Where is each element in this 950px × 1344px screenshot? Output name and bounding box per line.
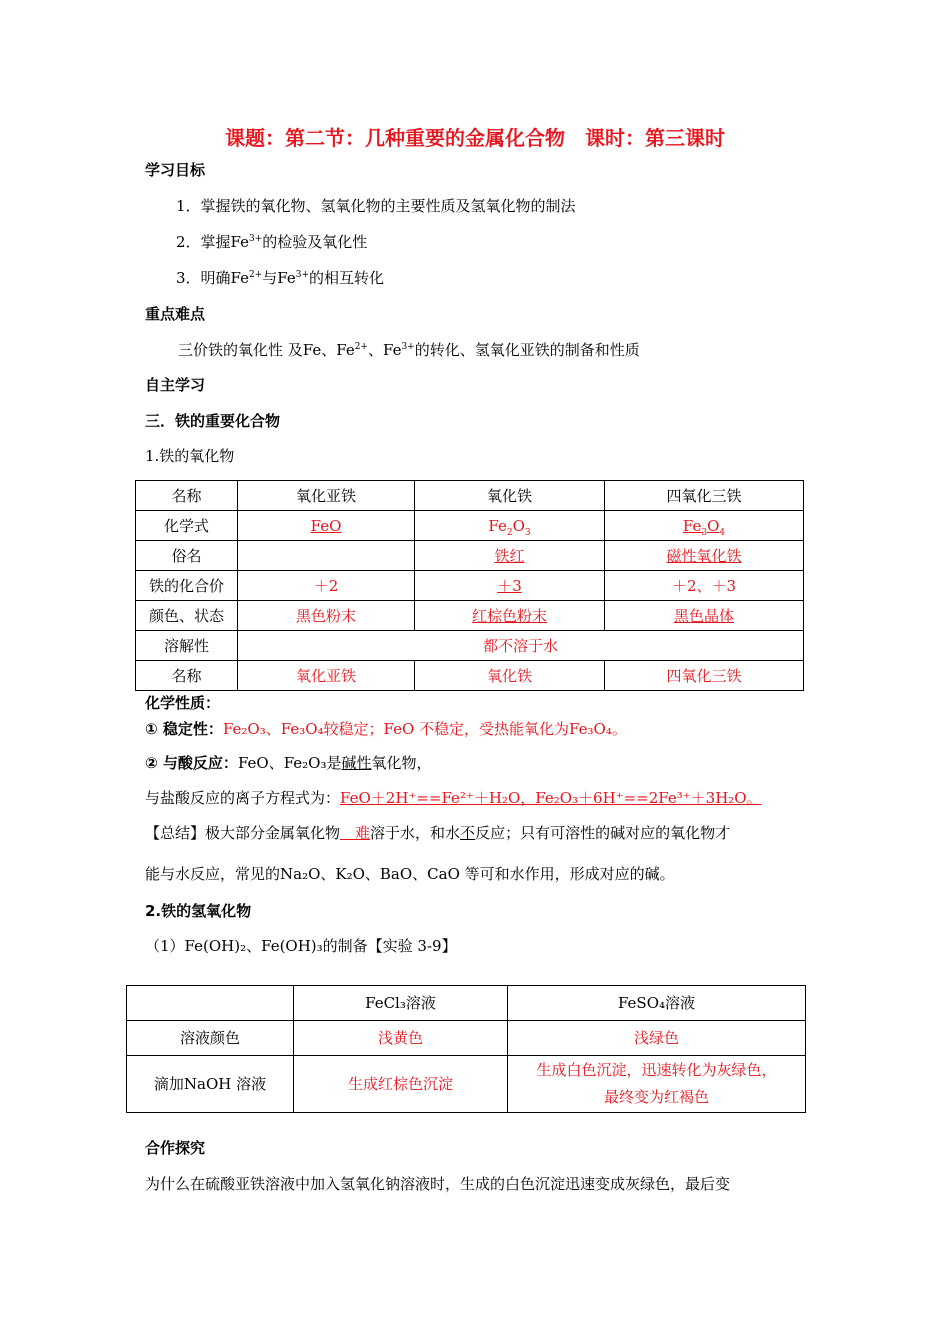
superscript: 3+ bbox=[249, 234, 263, 244]
stability-label: ① 稳定性： bbox=[145, 720, 223, 738]
preparation-line: （1）Fe(OH)₂、Fe(OH)₃的制备【实验 3-9】 bbox=[145, 937, 457, 955]
summary-line-2: 能与水反应，常见的Na₂O、K₂O、BaO、CaO 等可和水作用，形成对应的碱。 bbox=[145, 865, 675, 883]
cell-line: 生成白色沉淀，迅速转化为灰绿色， bbox=[536, 1061, 777, 1079]
table-cell: 氧化亚铁 bbox=[238, 661, 415, 691]
table-cell: 俗名 bbox=[136, 541, 238, 571]
table-cell: 氧化亚铁 bbox=[238, 481, 415, 511]
goal-num: 1． bbox=[176, 197, 201, 215]
goal-text: 与Fe bbox=[262, 269, 296, 287]
acid-reaction-line bbox=[145, 753, 432, 773]
superscript: 3+ bbox=[295, 270, 310, 280]
chem-properties-heading: 化学性质： bbox=[145, 694, 221, 712]
table-cell: 滴加NaOH 溶液 bbox=[127, 1056, 294, 1113]
summary-text: 【总结】极大部分金属氧化物 bbox=[145, 824, 341, 842]
cell-text: ＋3 bbox=[497, 576, 522, 595]
cell-text: 红棕色粉末 bbox=[471, 606, 547, 625]
cooperative-text: 为什么在硫酸亚铁溶液中加入氢氧化钠溶液时，生成的白色沉淀迅速变成灰绿色，最后变 bbox=[145, 1175, 731, 1193]
summary-underlined: 不 bbox=[460, 824, 476, 842]
table-cell: 浅绿色 bbox=[508, 1021, 806, 1056]
table-row bbox=[136, 631, 804, 661]
table-cell bbox=[508, 1056, 806, 1113]
subscript: 3 bbox=[524, 527, 531, 538]
goal-item-3 bbox=[176, 268, 384, 288]
table-cell: 溶液颜色 bbox=[127, 1021, 294, 1056]
table-cell: FeCl₃溶液 bbox=[294, 986, 508, 1021]
goal-item-1 bbox=[176, 196, 576, 216]
acid-label: ② 与酸反应： bbox=[145, 754, 238, 772]
table-cell: 名称 bbox=[136, 481, 238, 511]
cell-text: 黑色晶体 bbox=[673, 606, 734, 625]
table-cell bbox=[605, 541, 804, 571]
formula-feo: FeO bbox=[310, 516, 342, 535]
summary-line-1 bbox=[145, 823, 730, 843]
page-title: 课题：第二节：几种重要的金属化合物 课时：第三课时 bbox=[225, 126, 725, 150]
key-heading: 重点难点 bbox=[145, 305, 206, 323]
key-text-part: 、Fe bbox=[367, 341, 402, 359]
table-cell bbox=[127, 986, 294, 1021]
goal-text: 的检验及氧化性 bbox=[262, 233, 368, 251]
subscript: 2 bbox=[506, 527, 513, 538]
goal-item-2 bbox=[176, 232, 367, 252]
table-cell: 生成红棕色沉淀 bbox=[294, 1056, 508, 1113]
table-cell: 氧化铁 bbox=[415, 481, 605, 511]
table-cell: 化学式 bbox=[136, 511, 238, 541]
table-cell: 溶解性 bbox=[136, 631, 238, 661]
acid-underlined: 碱性 bbox=[341, 754, 372, 772]
table-row bbox=[136, 601, 804, 631]
ionic-equation-line bbox=[145, 788, 762, 808]
iron-oxides-table bbox=[135, 480, 804, 691]
goal-text: 掌握铁的氧化物、氢氧化物的主要性质及氢氧化物的制法 bbox=[200, 197, 576, 215]
table-row bbox=[136, 541, 804, 571]
formula-part: O bbox=[512, 516, 525, 535]
formula-part: Fe bbox=[682, 516, 702, 535]
goal-num: 2． bbox=[176, 233, 201, 251]
hydroxides-subheading: 2.铁的氢氧化物 bbox=[145, 902, 252, 920]
oxides-subheading: 1.铁的氧化物 bbox=[145, 447, 235, 465]
formula-part: O bbox=[707, 516, 720, 535]
section-3-heading: 三．铁的重要化合物 bbox=[145, 412, 281, 430]
table-cell: 都不溶于水 bbox=[238, 631, 804, 661]
table-cell: ＋2 bbox=[238, 571, 415, 601]
table-cell: 颜色、状态 bbox=[136, 601, 238, 631]
key-text-part: 的转化、氢氧化亚铁的制备和性质 bbox=[414, 341, 640, 359]
goal-num: 3． bbox=[176, 269, 201, 287]
goal-text: 掌握Fe bbox=[200, 233, 250, 251]
table-row bbox=[136, 511, 804, 541]
table-cell bbox=[605, 601, 804, 631]
goal-text: 明确Fe bbox=[200, 269, 250, 287]
cooperative-heading: 合作探究 bbox=[145, 1139, 206, 1157]
goal-text: 的相互转化 bbox=[309, 269, 385, 287]
table-cell bbox=[605, 511, 804, 541]
superscript: 2+ bbox=[249, 270, 263, 280]
summary-text: 反应；只有可溶性的碱对应的氧化物才 bbox=[475, 824, 731, 842]
key-text bbox=[178, 340, 640, 360]
superscript: 3+ bbox=[401, 342, 415, 352]
hydroxide-experiment-table bbox=[126, 985, 806, 1113]
formula-fe3o4 bbox=[682, 516, 726, 538]
summary-blank: 难 bbox=[340, 824, 371, 842]
table-row bbox=[136, 571, 804, 601]
acid-text: 氧化物， bbox=[371, 754, 432, 772]
cell-line: 最终变为红褐色 bbox=[603, 1088, 709, 1106]
cell-text: 铁红 bbox=[494, 546, 525, 565]
table-cell: 浅黄色 bbox=[294, 1021, 508, 1056]
table-row bbox=[136, 481, 804, 511]
ionic-equation: FeO＋2H⁺==Fe²⁺＋H₂O，Fe₂O₃＋6H⁺==2Fe³⁺＋3H₂O。 bbox=[340, 789, 762, 807]
stability-text: Fe₂O₃、Fe₃O₄较稳定；FeO 不稳定，受热能氧化为Fe₃O₄。 bbox=[222, 720, 627, 738]
table-row bbox=[136, 661, 804, 691]
table-row bbox=[127, 1021, 806, 1056]
self-study-heading: 自主学习 bbox=[145, 376, 206, 394]
stability-line bbox=[145, 719, 627, 739]
table-cell bbox=[238, 541, 415, 571]
ionic-prefix: 与盐酸反应的离子方程式为： bbox=[145, 789, 341, 807]
summary-text: 溶于水，和水 bbox=[370, 824, 461, 842]
table-cell: 铁的化合价 bbox=[136, 571, 238, 601]
subscript: 4 bbox=[719, 527, 726, 538]
table-cell: 名称 bbox=[136, 661, 238, 691]
table-row bbox=[127, 1056, 806, 1113]
table-row bbox=[127, 986, 806, 1021]
goals-heading: 学习目标 bbox=[145, 161, 206, 179]
cell-text: 磁性氧化铁 bbox=[666, 546, 742, 565]
table-cell bbox=[415, 541, 605, 571]
table-cell bbox=[238, 511, 415, 541]
table-cell: 氧化铁 bbox=[415, 661, 605, 691]
table-cell: FeSO₄溶液 bbox=[508, 986, 806, 1021]
table-cell bbox=[415, 511, 605, 541]
table-cell: 四氧化三铁 bbox=[605, 661, 804, 691]
table-cell: ＋2、＋3 bbox=[605, 571, 804, 601]
table-cell bbox=[415, 571, 605, 601]
formula-part: Fe bbox=[488, 516, 507, 535]
table-cell: 黑色粉末 bbox=[238, 601, 415, 631]
key-text-part: 三价铁的氧化性 及Fe、Fe bbox=[178, 341, 355, 359]
table-cell: 四氧化三铁 bbox=[605, 481, 804, 511]
subscript: 3 bbox=[701, 527, 708, 538]
acid-text: FeO、Fe₂O₃是 bbox=[237, 754, 342, 772]
superscript: 2+ bbox=[354, 342, 368, 352]
table-cell bbox=[415, 601, 605, 631]
